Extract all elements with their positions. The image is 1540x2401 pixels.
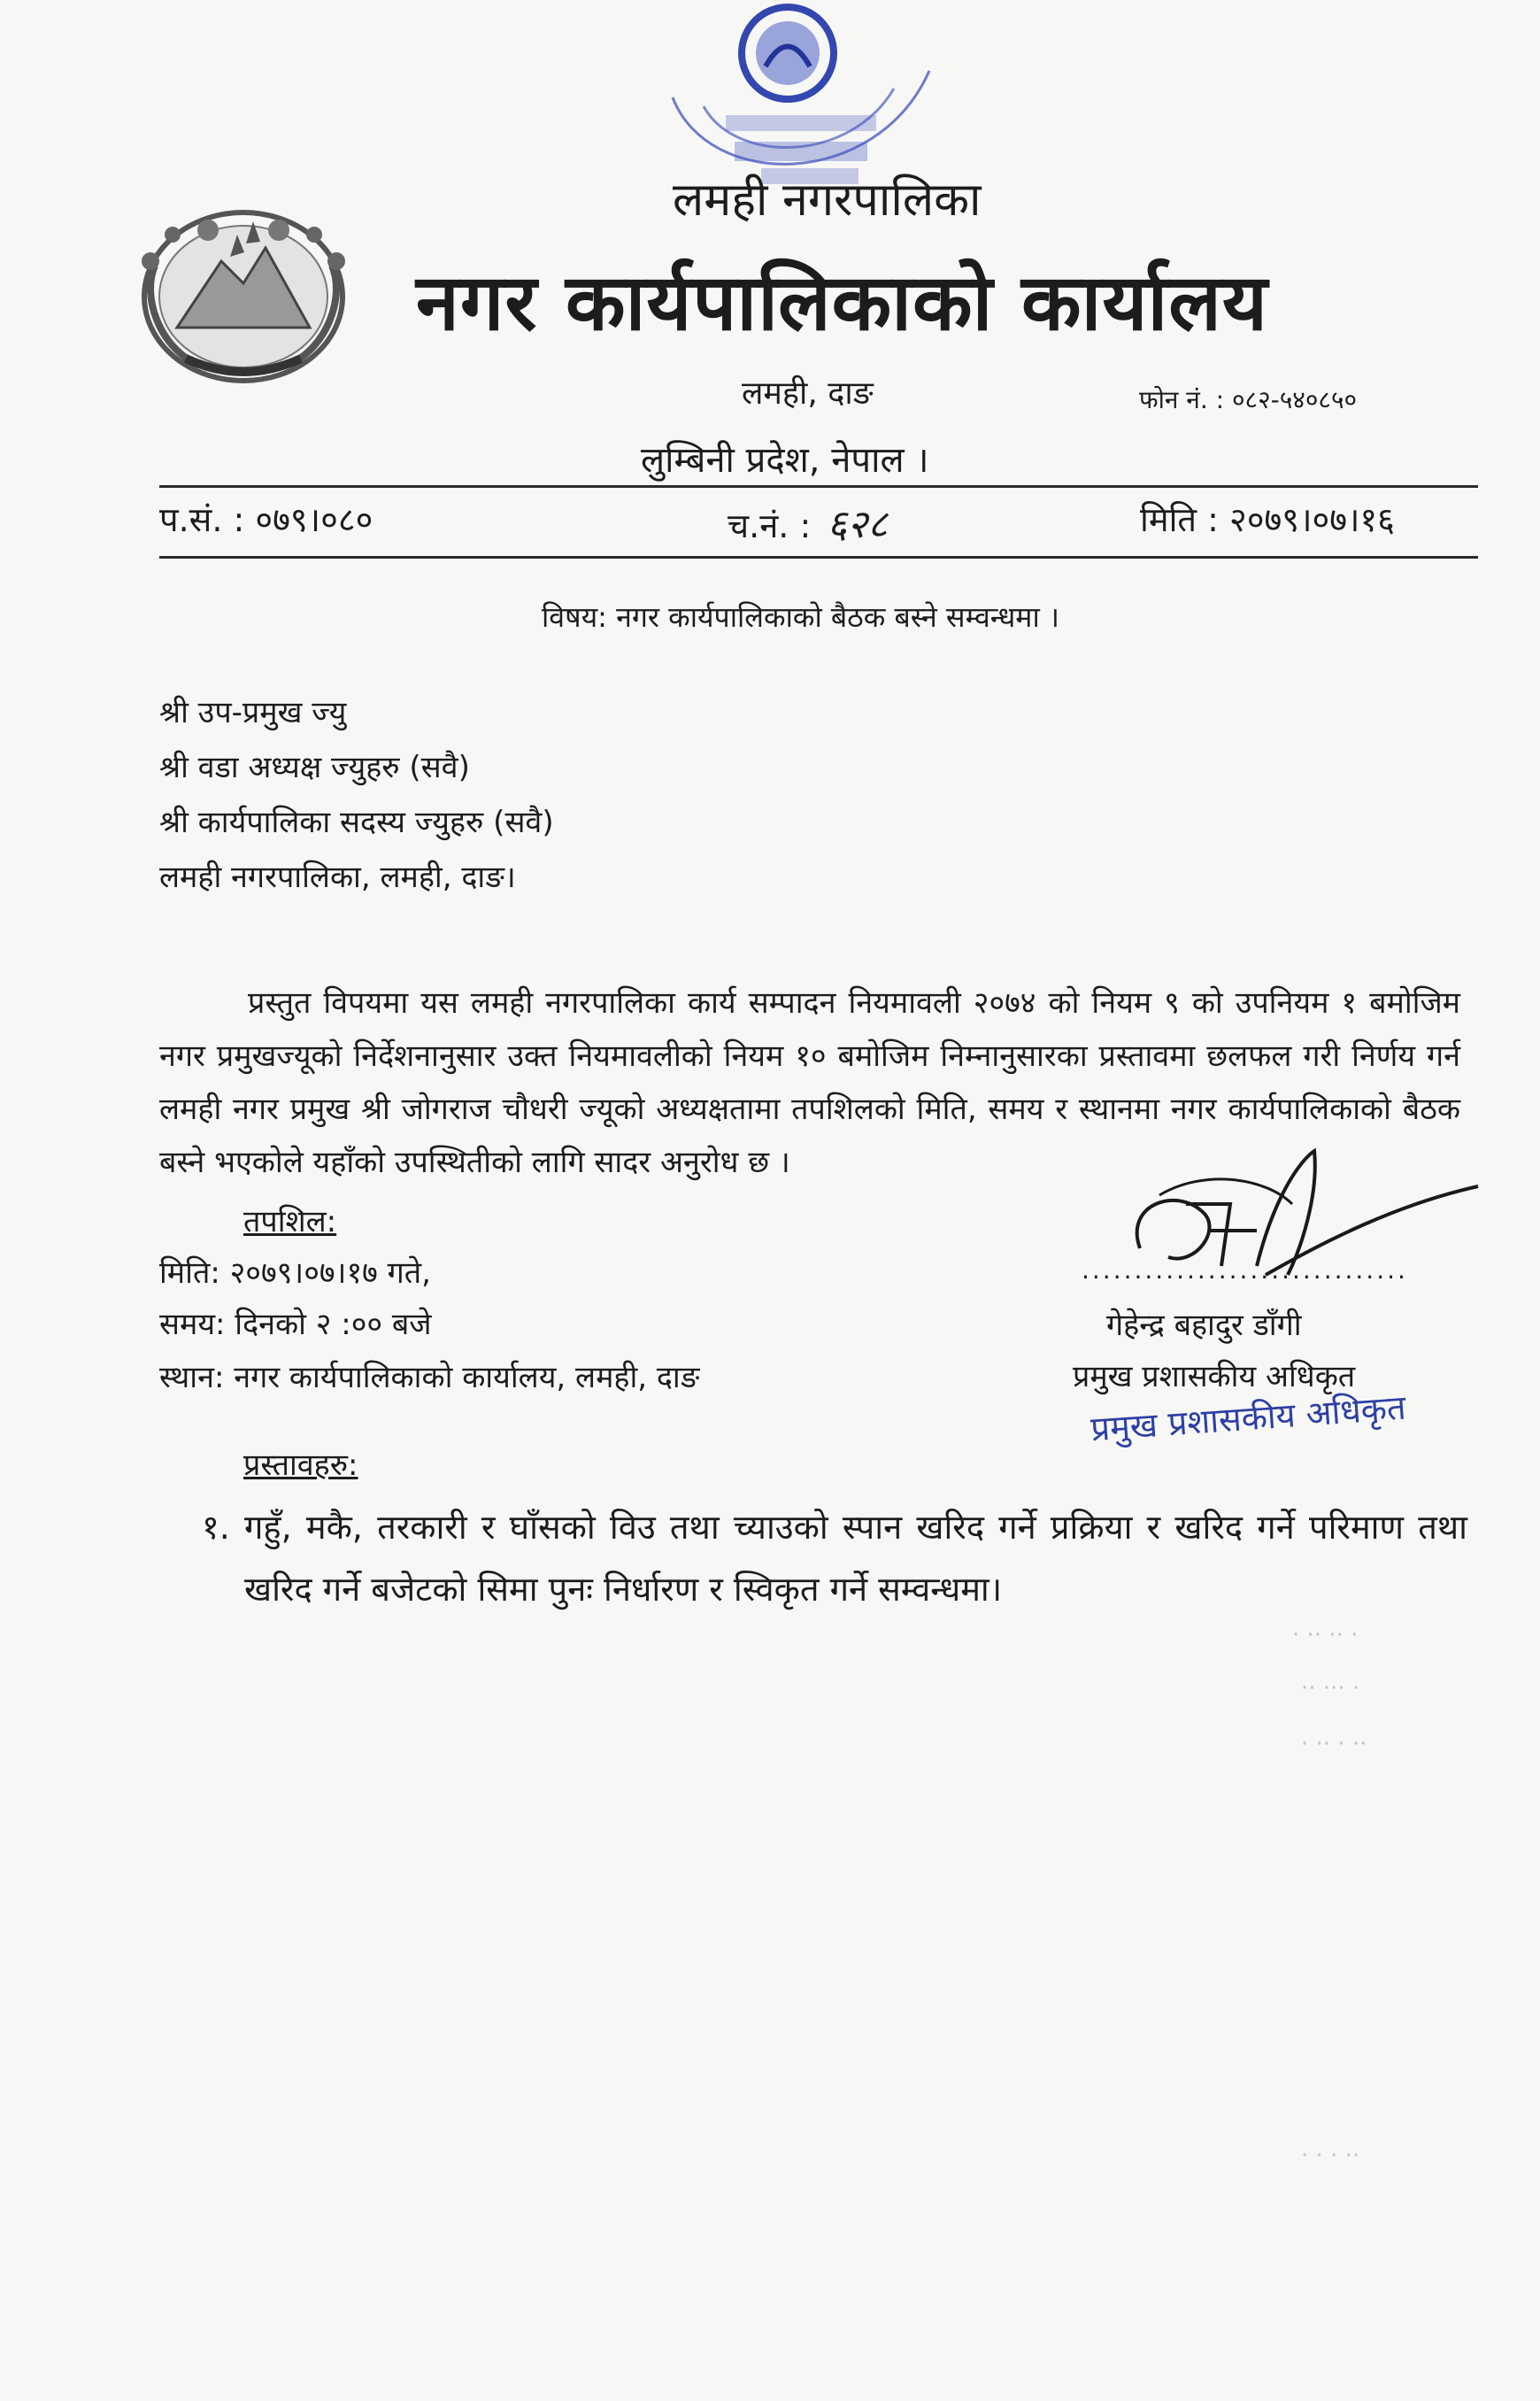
signatory-title: प्रमुख प्रशासकीय अधिकृत [1073, 1359, 1356, 1394]
proposals-heading: प्रस्तावहरु: [243, 1448, 358, 1483]
meeting-date: मिति: २०७९।०७।१७ गते, [159, 1255, 431, 1291]
recipient-line: श्री वडा अध्यक्ष ज्युहरु (सवै) [159, 750, 470, 785]
body-paragraph: प्रस्तुत विपयमा यस लमही नगरपालिका कार्य सम्पादन नियमावली २०७४ को नियम ९ को उपनियम १ बमोजिम नगर प्रमुखज्यूको निर्देशनानुसार उक्त नियमावलीको नियम १० बमोजिम निम्नानुसारका प्रस्तावमा छलफल गरी निर्णय गर्न लमही नगर प्रमुख श्री जोगराज चौधरी ज्यूको अध्यक्षतामा तपशिलको मिति, समय र स्थानमा नगर कार्यपालिकाको बैठक बस्ने भएकोले यहाँको उपस्थितीको लागि सादर अनुरोध छ । [159, 985, 1460, 1180]
nepal-emblem-icon [124, 181, 363, 390]
proposal-item [202, 1496, 1467, 1620]
dispatch-number-handwritten: ६२८ [827, 502, 888, 547]
proposal-text: गहुँ, मकै, तरकारी र घाँसको विउ तथा च्याउको स्पान खरिद गर्ने प्रक्रिया र खरिद गर्ने परिमाण तथा खरिद गर्ने बजेटको सिमा पुनः निर्धारण र स्विकृत गर्ने सम्वन्धमा। [244, 1508, 1467, 1609]
recipient-line: श्री उप-प्रमुख ज्यु [159, 695, 347, 730]
municipality-name: लमही नगरपालिका [673, 174, 982, 227]
proposal-number: १. [202, 1508, 230, 1547]
bleed-through-mark: · ·· · ·· [1301, 1731, 1367, 1757]
bleed-through-mark: ·· ··· · [1301, 1675, 1360, 1702]
header-bottom-rule [159, 556, 1478, 559]
dispatch-number-label: च.नं. : [728, 506, 812, 545]
header-top-rule [159, 485, 1478, 488]
office-title: नगर कार्यपालिकाको कार्यालय [416, 257, 1268, 348]
meeting-time: समय: दिनको २ :०० बजे [159, 1307, 432, 1342]
signatory-name: गेहेन्द्र बहादुर डाँगी [1106, 1308, 1302, 1343]
meeting-place: स्थान: नगर कार्यपालिकाको कार्यालय, लमही, दाङ [159, 1360, 700, 1395]
recipient-line: श्री कार्यपालिका सदस्य ज्युहरु (सवै) [159, 805, 554, 840]
bleed-through-mark: · · · ·· [1301, 2142, 1360, 2169]
bleed-through-mark: · ·· ·· · [1292, 1622, 1359, 1648]
designation-stamp: प्रमुख प्रशासकीय अधिकृत [1089, 1387, 1407, 1449]
recipient-line: लमही नगरपालिका, लमही, दाङ। [159, 860, 516, 895]
address-line-2: लुम्बिनी प्रदेश, नेपाल । [641, 440, 929, 481]
signature-dotted-line: ............................... [1082, 1255, 1408, 1285]
dispatch-number [728, 496, 888, 549]
letter-date: मिति : २०७९।०७।१६ [1140, 500, 1395, 539]
phone-number: फोन नं. : ०८२-५४०८५० [1139, 385, 1358, 414]
letter-reference-number: प.सं. : ०७९।०८० [159, 500, 373, 539]
subject-line: विषय: नगर कार्यपालिकाको बैठक बस्ने सम्वन्धमा । [542, 600, 1060, 634]
details-heading: तपशिल: [243, 1204, 337, 1239]
address-line-1: लमही, दाङ [742, 375, 874, 412]
